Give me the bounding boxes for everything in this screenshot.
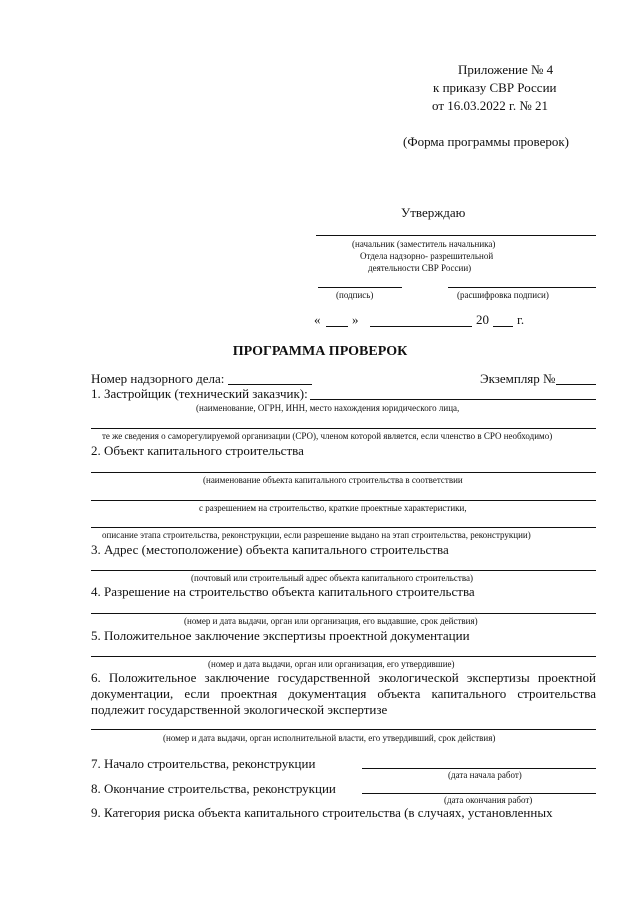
section-9-label: 9. Категория риска объекта капитального строительства (в случаях, установленных: [91, 805, 553, 820]
section-5-label: 5. Положительное заключение экспертизы проектной документации: [91, 628, 470, 643]
section-2-line-1: [91, 472, 596, 473]
year-prefix: 20: [476, 312, 489, 327]
copy-number-line: [556, 384, 596, 385]
section-5-line: [91, 656, 596, 657]
section-4-caption: (номер и дата выдачи, орган или организация, его выдавшие, срок действия): [184, 616, 478, 626]
section-8-caption: (дата окончания работ): [444, 795, 533, 805]
decoding-caption: (расшифровка подписи): [457, 290, 549, 300]
section-3-caption: (почтовый или строительный адрес объекта капитального строительства): [191, 573, 473, 583]
section-4-label: 4. Разрешение на строительство объекта капитального строительства: [91, 584, 475, 599]
section-1-caption-1: (наименование, ОГРН, ИНН, место нахождения юридического лица,: [196, 403, 460, 413]
date-day-line: [326, 326, 348, 327]
section-7-caption: (дата начала работ): [448, 770, 522, 780]
document-title: ПРОГРАММА ПРОВЕРОК: [232, 344, 408, 359]
section-2-caption-3: описание этапа строительства, реконструкции, если разрешение выдано на этап строительства, реконструкции): [102, 530, 531, 540]
section-6-caption: (номер и дата выдачи, орган исполнительной власти, его утвердивший, срок действия): [163, 733, 496, 743]
section-4-line: [91, 613, 596, 614]
appendix-number: Приложение № 4: [458, 62, 554, 77]
position-caption-3: деятельности СВР России): [368, 263, 472, 273]
position-caption-1: (начальник (заместитель начальника): [352, 239, 496, 249]
section-1-line-2: [91, 428, 596, 429]
section-6-text: 6. Положительное заключение государственной экологической экспертизы проектной документации, если проектная документация объекта капитального строительства подлежит государственной экологической экспертизе: [91, 670, 596, 717]
section-2-caption-2: с разрешением на строительство, краткие проектные характеристики,: [199, 503, 467, 513]
section-5-caption: (номер и дата выдачи, орган или организация, его утвердившие): [208, 659, 455, 669]
section-3-line: [91, 570, 596, 571]
signature-line: [318, 287, 402, 288]
section-1-label: 1. Застройщик (технический заказчик):: [91, 386, 308, 401]
section-7-line: [362, 768, 596, 769]
section-2-line-3: [91, 527, 596, 528]
approver-position-line: [316, 235, 596, 236]
copy-number-label: Экземпляр №: [480, 371, 556, 386]
section-1-line-1: [310, 399, 596, 400]
date-year-line: [493, 326, 513, 327]
form-title: (Форма программы проверок): [403, 134, 569, 149]
year-suffix: г.: [517, 312, 525, 327]
case-number-label: Номер надзорного дела:: [91, 371, 225, 386]
section-8-label: 8. Окончание строительства, реконструкции: [91, 781, 336, 796]
approve-word: Утверждаю: [401, 205, 466, 220]
date-month-line: [370, 326, 472, 327]
section-2-line-2: [91, 500, 596, 501]
section-7-label: 7. Начало строительства, реконструкции: [91, 756, 316, 771]
section-6-line: [91, 729, 596, 730]
section-3-label: 3. Адрес (местоположение) объекта капитального строительства: [91, 542, 449, 557]
order-reference: к приказу СВР России: [433, 80, 557, 95]
date-open-quote: «: [314, 312, 321, 327]
section-2-label: 2. Объект капитального строительства: [91, 443, 304, 458]
signature-decoding-line: [448, 287, 596, 288]
section-2-caption-1: (наименование объекта капитального строительства в соответствии: [203, 475, 463, 485]
section-8-line: [362, 793, 596, 794]
date-close-quote: »: [352, 312, 359, 327]
case-number-line: [228, 384, 312, 385]
position-caption-2: Отдела надзорно- разрешительной: [360, 251, 494, 261]
section-1-caption-2: те же сведения о саморегулируемой организации (СРО), членом которой является, если членство в СРО необходимо): [102, 431, 553, 441]
signature-caption: (подпись): [336, 290, 374, 300]
order-date: от 16.03.2022 г. № 21: [432, 98, 549, 113]
